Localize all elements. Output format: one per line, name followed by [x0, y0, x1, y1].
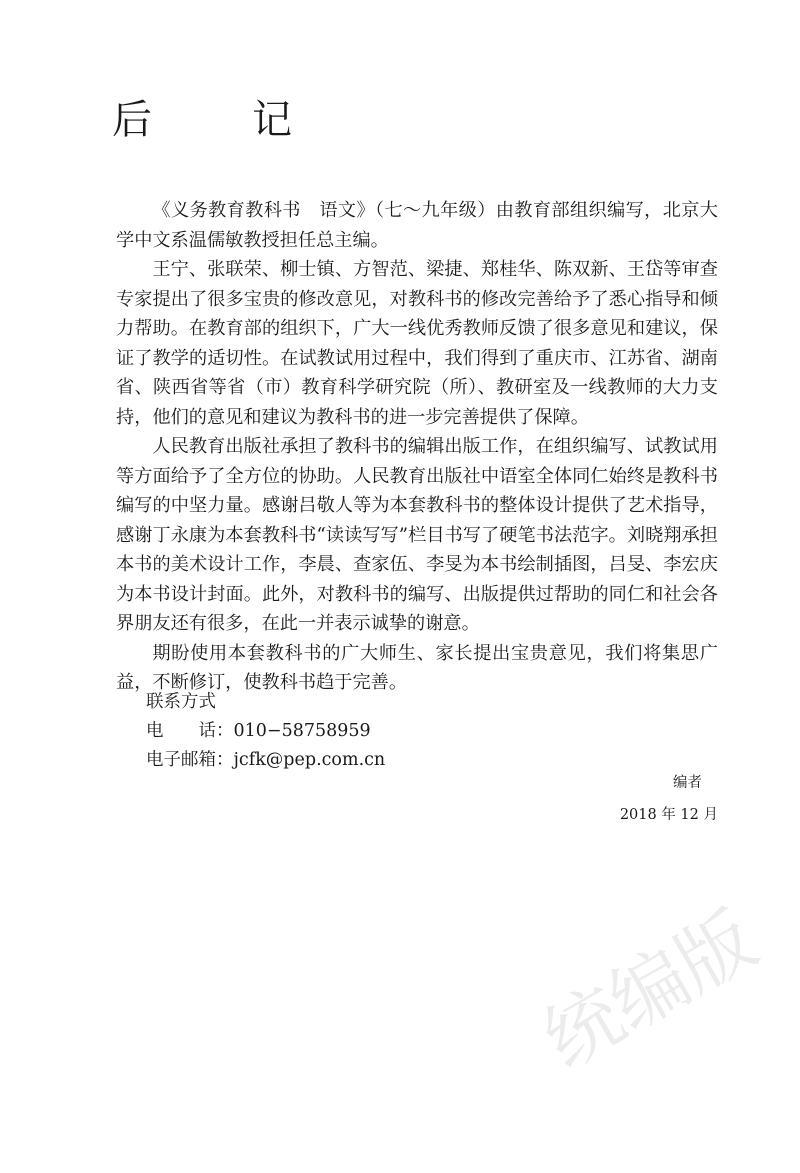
contact-email [146, 746, 385, 775]
contact-heading: 联系方式 [146, 692, 216, 712]
paragraph-1: 《义务教育教科书 语文》（七～九年级）由教育部组织编写，北京大学中文系温儒敏教授担任总主编。 [116, 200, 718, 251]
contact-info [146, 688, 385, 775]
watermark: 统编版 [528, 894, 771, 1086]
phone-value: ：010−58758959 [216, 721, 371, 741]
paragraph-3: 人民教育出版社承担了教科书的编辑出版工作，在组织编写、试教试用等方面给予了全方位的协助。人民教育出版社中语室全体同仁始终是教科书编写的中坚力量。感谢吕敬人等为本套教科书的整体设计提供了艺术指导，感谢丁永康为本套教科书“读读写写”栏目书写了硬笔书法范字。刘晓翔承担本书的美术设计工作，李晨、查家伍、李旻为本书绘制插图，吕旻、李宏庆为本书设计封面。此外，对教科书的编写、出版提供过帮助的同仁和社会各界朋友还有很多，在此一并表示诚挚的谢意。 [116, 436, 718, 634]
email-value: ：jcfk@pep.com.cn [216, 750, 386, 770]
paragraph-2: 王宁、张联荣、柳士镇、方智范、梁捷、郑桂华、陈双新、王岱等审查专家提出了很多宝贵的修改意见，对教科书的修改完善给予了悉心指导和倾力帮助。在教育部的组织下，广大一线优秀教师反馈了很多意见和建议，保证了教学的适切性。在试教试用过程中，我们得到了重庆市、江苏省、湖南省、陕西省等省（市）教育科学研究院（所）、教研室及一线教师的大力支持，他们的意见和建议为教科书的进一步完善提供了保障。 [116, 259, 718, 428]
afterword-body [116, 196, 718, 698]
signature-date: 2018 年 12 月 [619, 807, 718, 823]
email-label: 电子邮箱 [146, 750, 216, 770]
phone-label: 电 话 [146, 721, 216, 741]
contact-phone [146, 717, 385, 746]
signature-editor: 编者 [673, 775, 702, 791]
paragraph-4: 期盼使用本套教科书的广大师生、家长提出宝贵意见，我们将集思广益，不断修订，使教科书趋于完善。 [116, 642, 718, 693]
page-title: 后 记 [112, 97, 322, 143]
